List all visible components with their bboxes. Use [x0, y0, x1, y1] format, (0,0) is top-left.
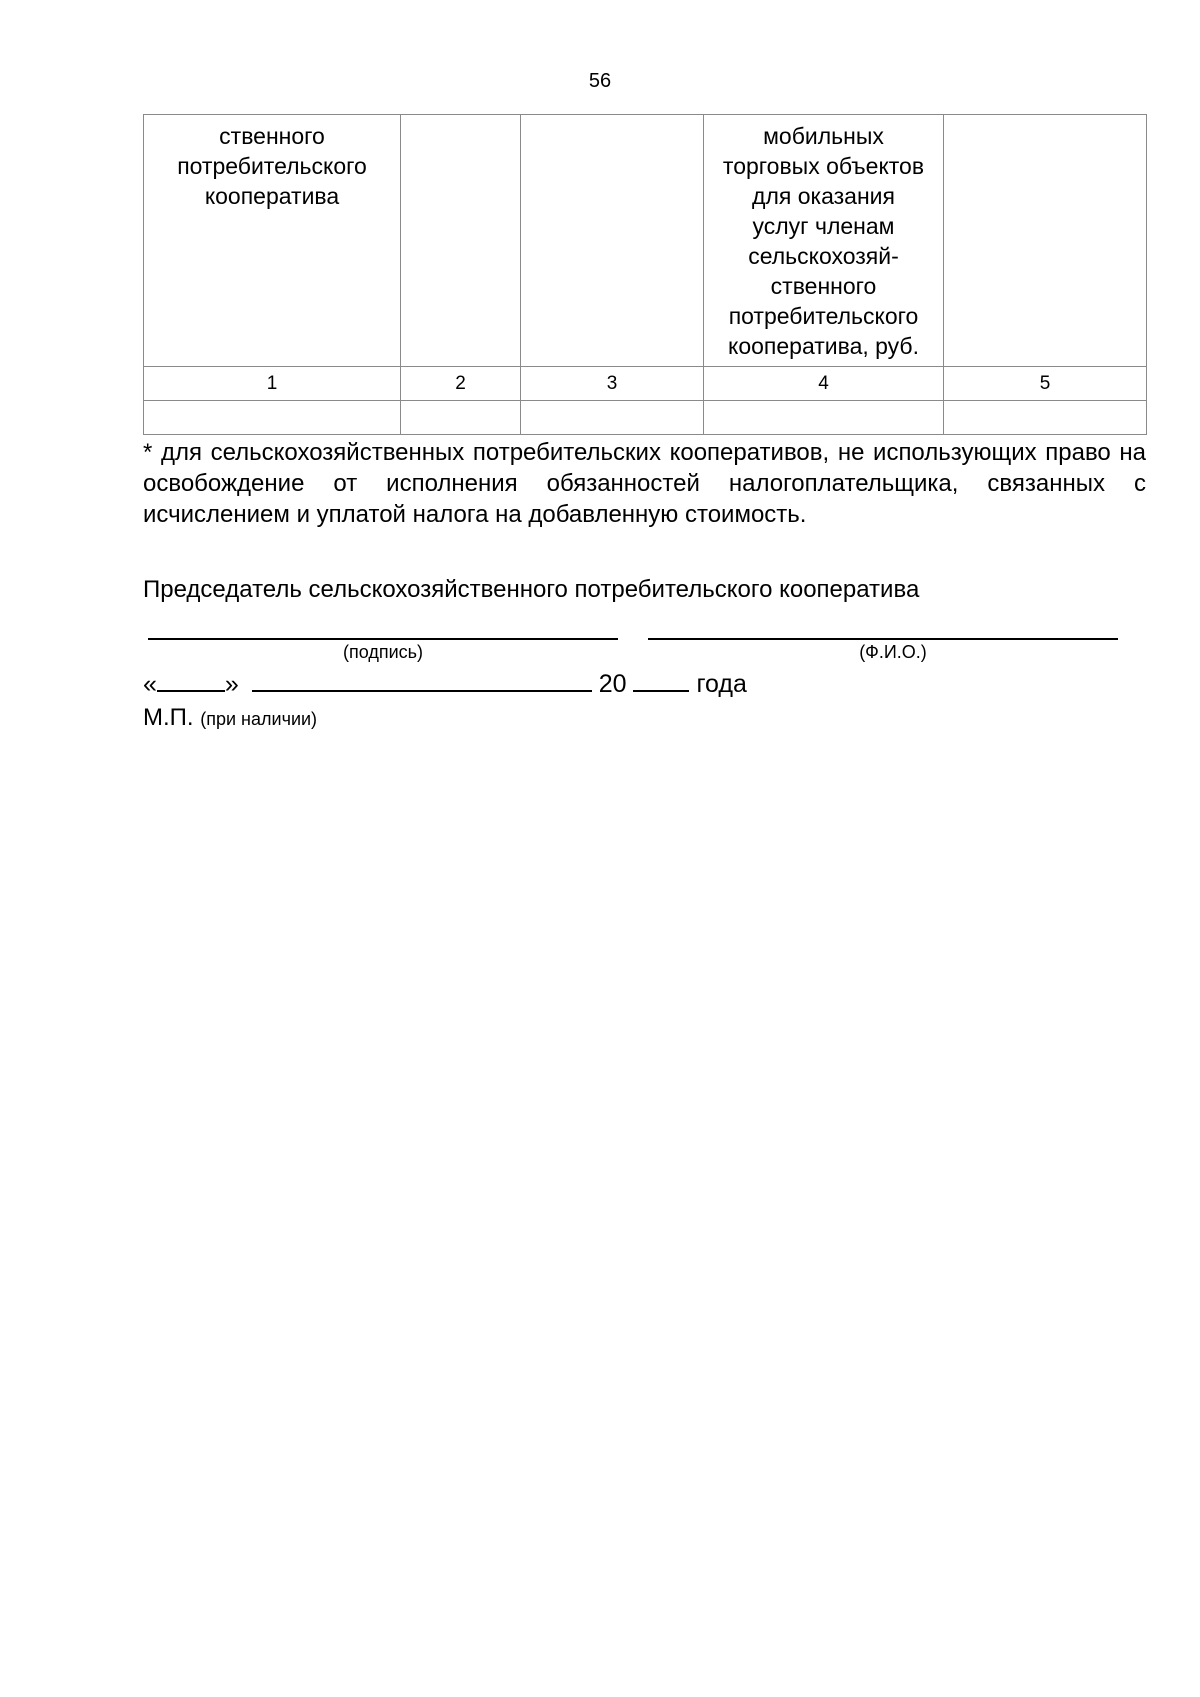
- header-cell-col-3: [521, 115, 704, 367]
- header-cell-line: потребительского: [177, 153, 367, 179]
- signature-caption: (подпись): [342, 642, 424, 662]
- header-cell-line: услуг членам: [752, 213, 895, 239]
- header-cell-col-1: [144, 115, 401, 367]
- header-cell-line: торговых объектов: [722, 153, 925, 179]
- date-open-quote: «: [143, 670, 157, 698]
- column-number-row: [144, 367, 1147, 401]
- date-close-quote: »: [224, 670, 239, 698]
- column-number-4: 4: [704, 367, 944, 401]
- year-suffix: года: [696, 670, 747, 698]
- header-cell-line: ственного: [219, 123, 325, 149]
- header-cell-line: ственного: [770, 273, 877, 299]
- data-cell[interactable]: [944, 401, 1147, 435]
- stamp-note: (при наличии): [200, 709, 318, 729]
- stamp-label: М.П.: [143, 704, 194, 731]
- column-number-5: 5: [944, 367, 1147, 401]
- month-blank[interactable]: [252, 668, 592, 692]
- header-cell-line: мобильных: [763, 123, 884, 149]
- full-name-line[interactable]: [648, 638, 1118, 640]
- column-number-1: 1: [144, 367, 401, 401]
- table-header-row: [144, 115, 1147, 367]
- column-number-3: 3: [521, 367, 704, 401]
- year-prefix: 20: [598, 670, 627, 698]
- day-blank[interactable]: [157, 668, 225, 692]
- header-cell-col-2: [401, 115, 521, 367]
- stamp-place: [143, 704, 317, 732]
- empty-data-row: [144, 401, 1147, 435]
- header-cell-line: потребительского: [728, 303, 919, 329]
- date-line: [143, 668, 747, 700]
- data-cell[interactable]: [521, 401, 704, 435]
- year-blank[interactable]: [633, 668, 689, 692]
- data-cell[interactable]: [704, 401, 944, 435]
- header-cell-line: кооператива: [204, 183, 340, 209]
- header-cell-col-4: [704, 115, 944, 367]
- data-cell[interactable]: [401, 401, 521, 435]
- data-cell[interactable]: [144, 401, 401, 435]
- data-table: [143, 114, 1147, 435]
- header-cell-col-5: [944, 115, 1147, 367]
- chairman-label: Председатель сельскохозяйственного потребительского кооператива: [143, 576, 920, 603]
- full-name-caption: (Ф.И.О.): [859, 642, 927, 662]
- footnote: * для сельскохозяйственных потребительских кооперативов, не использующих право на освобождение от исполнения обязанностей налогоплательщика, связанных с исчислением и уплатой налога на добавленную стоимость.: [143, 439, 1146, 528]
- header-cell-line: кооператива, руб.: [728, 333, 919, 359]
- header-cell-line: сельскохозяй-: [748, 243, 899, 269]
- page-number: 56: [588, 70, 612, 92]
- signature-line[interactable]: [148, 638, 618, 640]
- header-cell-line: для оказания: [752, 183, 895, 209]
- column-number-2: 2: [401, 367, 521, 401]
